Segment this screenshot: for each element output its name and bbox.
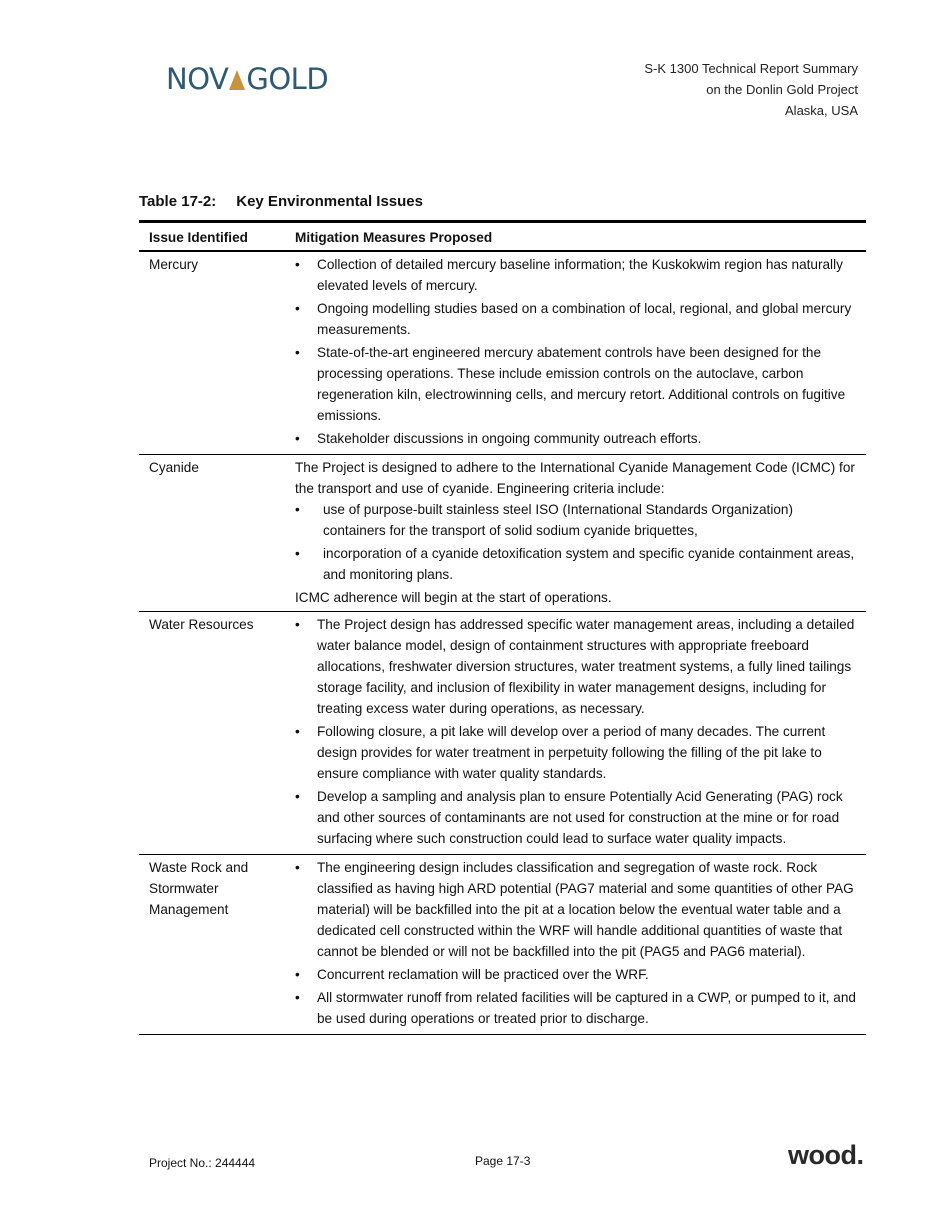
list-item: • use of purpose-built stainless steel ISO (International Standards Organization) containers for the transport of solid sodium cyanide briquettes, [295, 499, 856, 541]
list-item: • Following closure, a pit lake will develop over a period of many decades. The current design provides for water treatment in perpetuity following the filling of the pit lake to ensure compliance with water quality standards. [295, 721, 856, 784]
table-caption [139, 193, 423, 210]
cyanide-intro: The Project is designed to adhere to the International Cyanide Management Code (ICMC) for the transport and use of cyanide. Engineering criteria include: [295, 460, 855, 496]
header-line-3: Alaska, USA [785, 103, 858, 118]
issue-cell [139, 855, 285, 1035]
table-number: Table 17-2: [139, 193, 217, 210]
issue-line: Waste Rock and [149, 860, 249, 875]
environmental-issues-table [139, 220, 866, 1035]
list-item: • Stakeholder discussions in ongoing community outreach efforts. [295, 428, 856, 449]
novagold-logo [166, 62, 328, 96]
logo-a-triangle-icon [229, 70, 245, 90]
logo-text-right: GOLD [246, 62, 329, 96]
report-header [644, 58, 858, 121]
table-row-cyanide [139, 455, 866, 612]
cyanide-outro: ICMC adherence will begin at the start of operations. [295, 590, 612, 605]
issue-line: Management [149, 902, 229, 917]
mitigation-cell [285, 855, 866, 1035]
header-line-1: S-K 1300 Technical Report Summary [644, 61, 858, 76]
mitigation-cell [285, 251, 866, 455]
list-item: • The Project design has addressed specific water management areas, including a detailed water balance model, design of containment structures with appropriate freeboard allocations, freshwater diversion structures, water treatment systems, a fully lined tailings storage facility, and inclusion of flexibility in water management designs, including for treating excess water during operations, as necessary. [295, 614, 856, 719]
mitigation-cell [285, 455, 866, 612]
issue-cell: Cyanide [139, 455, 285, 612]
project-number: Project No.: 244444 [149, 1156, 256, 1170]
mitigation-cell [285, 612, 866, 855]
list-item: • State-of-the-art engineered mercury abatement controls have been designed for the processing operations. These include emission controls on the autoclave, carbon regeneration kiln, electrowinning cells, and mercury retort. Additional controls on fugitive emissions. [295, 342, 856, 426]
issue-line: Stormwater [149, 881, 219, 896]
col-header-issue: Issue Identified [139, 222, 285, 252]
list-item: • Concurrent reclamation will be practiced over the WRF. [295, 964, 856, 985]
table-row-mercury [139, 251, 866, 455]
table-header-row [139, 222, 866, 252]
table-row-water-resources [139, 612, 866, 855]
list-item: • All stormwater runoff from related facilities will be captured in a CWP, or pumped to it, and be used during operations or treated prior to discharge. [295, 987, 856, 1029]
issue-cell: Mercury [139, 251, 285, 455]
list-item: • Collection of detailed mercury baseline information; the Kuskokwim region has naturally elevated levels of mercury. [295, 254, 856, 296]
page-number: Page 17-3 [475, 1154, 531, 1168]
list-item: • Ongoing modelling studies based on a combination of local, regional, and global mercury measurements. [295, 298, 856, 340]
col-header-mitigation: Mitigation Measures Proposed [285, 222, 866, 252]
list-item: • The engineering design includes classification and segregation of waste rock. Rock classified as having high ARD potential (PAG7 material and some quantities of other PAG material) will be backfilled into the pit at a location below the eventual water table and a dedicated cell constructed within the WRF will handle additional quantities of waste that cannot be blended or will not be backfilled into the pit (PAG5 and PAG6 material). [295, 857, 856, 962]
header-line-2: on the Donlin Gold Project [706, 82, 858, 97]
table-title: Key Environmental Issues [236, 193, 423, 210]
list-item: • incorporation of a cyanide detoxification system and specific cyanide containment areas, and monitoring plans. [295, 543, 856, 585]
issue-cell: Water Resources [139, 612, 285, 855]
logo-text-left: NOV [166, 62, 229, 96]
list-item: • Develop a sampling and analysis plan to ensure Potentially Acid Generating (PAG) rock and other sources of contaminants are not used for construction at the mine or for road surfacing where such construction could lead to surface water quality impacts. [295, 786, 856, 849]
table-row-waste-rock [139, 855, 866, 1035]
wood-logo: wood. [788, 1140, 864, 1170]
